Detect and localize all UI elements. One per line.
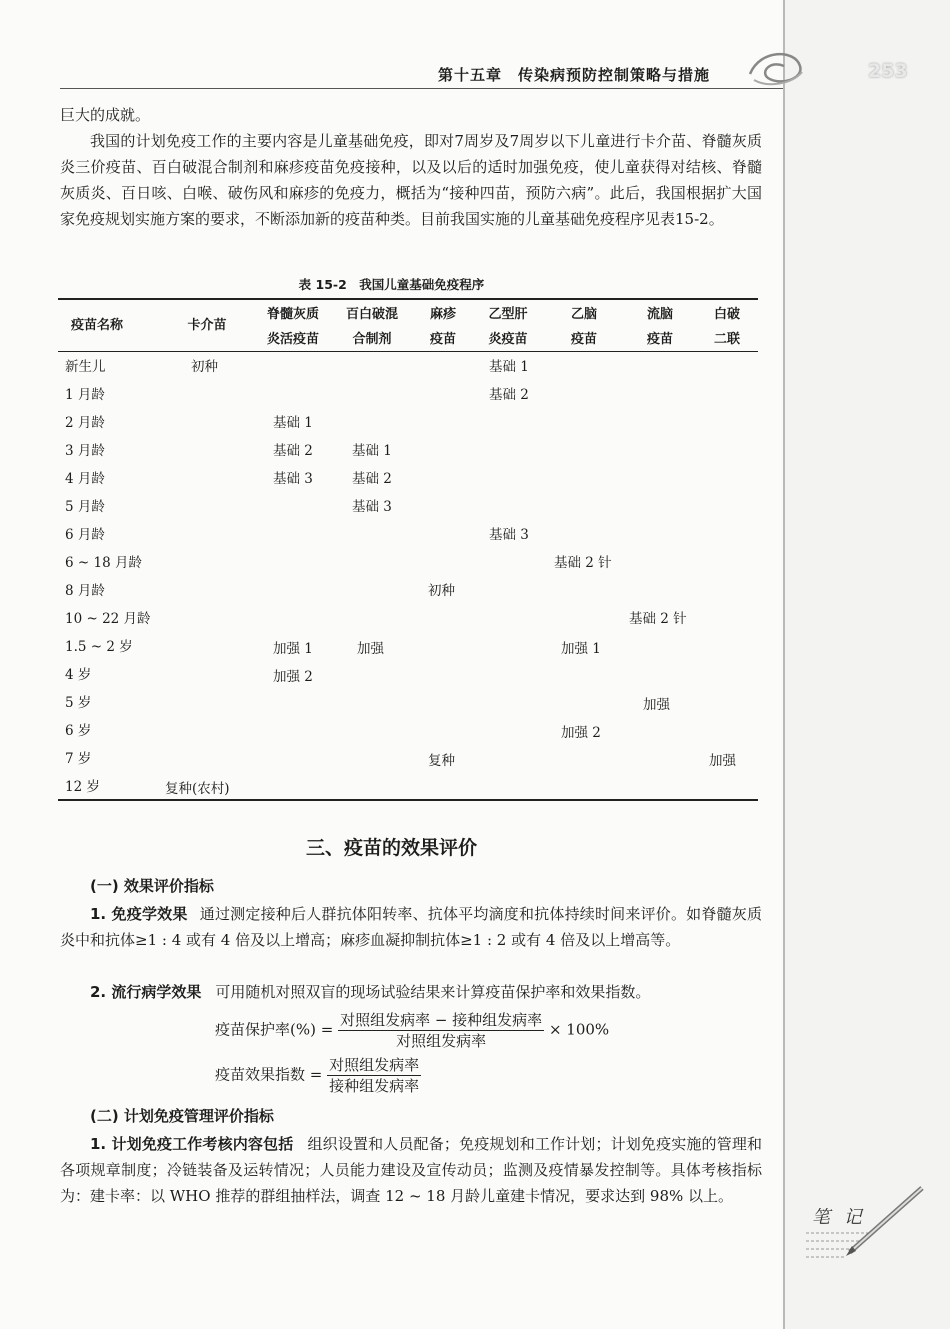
pencil-icon bbox=[840, 1180, 930, 1260]
table-cell-measles: 复种 bbox=[428, 753, 455, 769]
header-line1: 乙脑 bbox=[570, 307, 597, 322]
formula2-lhs: 疫苗效果指数 = bbox=[215, 1065, 323, 1084]
table-cell-mening: 基础 2 针 bbox=[629, 611, 687, 627]
table-row-label: 3 月龄 bbox=[65, 443, 105, 459]
table-col-header-6 bbox=[554, 302, 614, 352]
notes-label: 笔 记 bbox=[812, 1207, 866, 1228]
header-line2: 疫苗 bbox=[646, 332, 673, 347]
header-line2: 疫苗 bbox=[429, 332, 456, 347]
table-cell-hepb: 基础 2 bbox=[489, 387, 529, 403]
formula-efficacy-index bbox=[215, 1055, 421, 1096]
formula1-fraction bbox=[338, 1010, 544, 1051]
table-cell-polio: 基础 2 bbox=[273, 443, 313, 459]
formula1-numerator: 对照组发病率 − 接种组发病率 bbox=[340, 1011, 543, 1029]
item3-paragraph bbox=[60, 1131, 762, 1209]
header-line1: 麻疹 bbox=[429, 307, 456, 322]
table-row-label: 1.5 ~ 2 岁 bbox=[65, 639, 133, 655]
formula2-numerator: 对照组发病率 bbox=[329, 1056, 420, 1074]
table-cell-je: 基础 2 针 bbox=[554, 555, 612, 571]
table-row-label: 1 月龄 bbox=[65, 387, 105, 403]
header-line2: 疫苗 bbox=[570, 332, 597, 347]
table-cell-polio: 加强 2 bbox=[273, 669, 313, 685]
table-row-label: 10 ~ 22 月龄 bbox=[65, 611, 151, 627]
header-line1: 流脑 bbox=[646, 307, 673, 322]
table-col-header-5 bbox=[473, 302, 543, 352]
table-cell-bcg: 复种(农村) bbox=[165, 781, 230, 797]
table-row-label: 4 岁 bbox=[65, 667, 92, 683]
section-title: 三、疫苗的效果评价 bbox=[305, 837, 477, 859]
table-col-header-4 bbox=[418, 302, 468, 352]
formula1-denominator: 对照组发病率 bbox=[396, 1032, 487, 1050]
header-line2: 炎活疫苗 bbox=[266, 332, 319, 347]
table-cell-dtp: 加强 bbox=[357, 641, 384, 657]
header-line1: 百白破混 bbox=[345, 307, 398, 322]
item1-paragraph bbox=[60, 901, 762, 953]
table-row-label: 4 月龄 bbox=[65, 471, 105, 487]
item2-text: 可用随机对照双盲的现场试验结果来计算疫苗保护率和效果指数。 bbox=[215, 983, 651, 1001]
formula2-denominator: 接种组发病率 bbox=[329, 1077, 420, 1095]
table-top-rule bbox=[58, 298, 758, 300]
subsection-heading-2: (二) 计划免疫管理评价指标 bbox=[90, 1107, 274, 1125]
table-row-label: 5 月龄 bbox=[65, 499, 105, 515]
table-cell-bcg: 初种 bbox=[191, 359, 218, 375]
table-row-label: 7 岁 bbox=[65, 751, 92, 767]
item3-text: 组织设置和人员配备；免疫规划和工作计划；计划免疫实施的管理和各项规章制度；冷链装备及运转情况；人员能力建设及宣传动员；监测及疫情暴发控制等。具体考核指标为：建卡率：以 WHO 推荐的群组抽样法，调查 12 ~ 18 月龄儿童建卡情况，要求达到 98% 以上。 bbox=[60, 1135, 763, 1205]
table-cell-polio: 基础 1 bbox=[273, 415, 313, 431]
margin-divider bbox=[783, 0, 785, 1329]
table-row-label: 新生儿 bbox=[65, 359, 106, 375]
item1-text: 通过测定接种后人群抗体阳转率、抗体平均滴度和抗体持续时间来评价。如脊髓灰质炎中和抗体≥1 : 4 或有 4 倍及以上增高；麻疹血凝抑制抗体≥1 : 2 或有 4 倍及以上增高等。 bbox=[60, 905, 762, 949]
item2-paragraph bbox=[60, 979, 762, 1005]
margin-column bbox=[785, 0, 950, 1329]
table-cell-hepb: 基础 3 bbox=[489, 527, 529, 543]
table-cell-je: 加强 1 bbox=[561, 641, 601, 657]
table-cell-hepb: 基础 1 bbox=[489, 359, 529, 375]
header-line2: 炎疫苗 bbox=[488, 332, 528, 347]
table-row-label: 8 月龄 bbox=[65, 583, 105, 599]
table-col-header-8 bbox=[702, 302, 752, 352]
item1-lead: 1. 免疫学效果 bbox=[90, 905, 188, 923]
table-row-label: 6 月龄 bbox=[65, 527, 105, 543]
formula2-fraction bbox=[327, 1055, 421, 1096]
item2-lead: 2. 流行病学效果 bbox=[90, 983, 202, 1001]
table-cell-dtp: 基础 1 bbox=[352, 443, 392, 459]
table-cell-mening: 加强 bbox=[643, 697, 670, 713]
table-row-label: 6 岁 bbox=[65, 723, 92, 739]
table-col-header-3 bbox=[332, 302, 412, 352]
table-col-header-1: 卡介苗 bbox=[187, 318, 227, 333]
table-cell-polio: 基础 3 bbox=[273, 471, 313, 487]
table-row-label: 5 岁 bbox=[65, 695, 92, 711]
header-line1: 乙型肝 bbox=[488, 307, 528, 322]
intro-line0: 巨大的成就。 bbox=[60, 106, 151, 124]
formula1-lhs: 疫苗保护率(%) = bbox=[215, 1020, 334, 1039]
table-caption: 表 15-2 我国儿童基础免疫程序 bbox=[298, 277, 485, 292]
table-col-header-7 bbox=[630, 302, 690, 352]
table-bottom-rule bbox=[58, 799, 758, 801]
table-cell-dt: 加强 bbox=[709, 753, 736, 769]
header-line1: 白破 bbox=[713, 307, 740, 322]
table-cell-dtp: 基础 3 bbox=[352, 499, 392, 515]
table-row-label: 6 ~ 18 月龄 bbox=[65, 555, 142, 571]
header-line2: 二联 bbox=[713, 332, 740, 347]
formula-protection-rate bbox=[215, 1010, 609, 1051]
chapter-title: 第十五章 传染病预防控制策略与措施 bbox=[438, 66, 711, 84]
header-line1: 脊髓灰质 bbox=[266, 307, 319, 322]
page-number: 253 bbox=[868, 60, 908, 82]
table-col-header-0: 疫苗名称 bbox=[70, 318, 123, 333]
table-cell-measles: 初种 bbox=[428, 583, 455, 599]
header-line2: 合制剂 bbox=[352, 332, 392, 347]
subsection-heading-1: (一) 效果评价指标 bbox=[90, 877, 214, 895]
header-rule bbox=[60, 88, 783, 89]
swirl-logo-icon bbox=[740, 44, 810, 94]
table-row-label: 2 月龄 bbox=[65, 415, 105, 431]
table-cell-dtp: 基础 2 bbox=[352, 471, 392, 487]
table-cell-polio: 加强 1 bbox=[273, 641, 313, 657]
item3-lead: 1. 计划免疫工作考核内容包括 bbox=[90, 1135, 294, 1153]
table-cell-je: 加强 2 bbox=[561, 725, 601, 741]
formula1-rhs: × 100% bbox=[548, 1020, 610, 1039]
table-row-label: 12 岁 bbox=[65, 779, 100, 795]
intro-paragraph: 我国的计划免疫工作的主要内容是儿童基础免疫，即对7周岁及7周岁以下儿童进行卡介苗、脊髓灰质炎三价疫苗、百白破混合制剂和麻疹疫苗免疫接种，以及以后的适时加强免疫，使儿童获得对结核、脊髓灰质炎、百日咳、白喉、破伤风和麻疹的免疫力，概括为“接种四苗，预防六病”。此后，我国根据扩大国家免疫规划实施方案的要求，不断添加新的疫苗种类。目前我国实施的儿童基础免疫程序见表15-2。 bbox=[60, 132, 762, 228]
table-col-header-2 bbox=[253, 302, 333, 352]
